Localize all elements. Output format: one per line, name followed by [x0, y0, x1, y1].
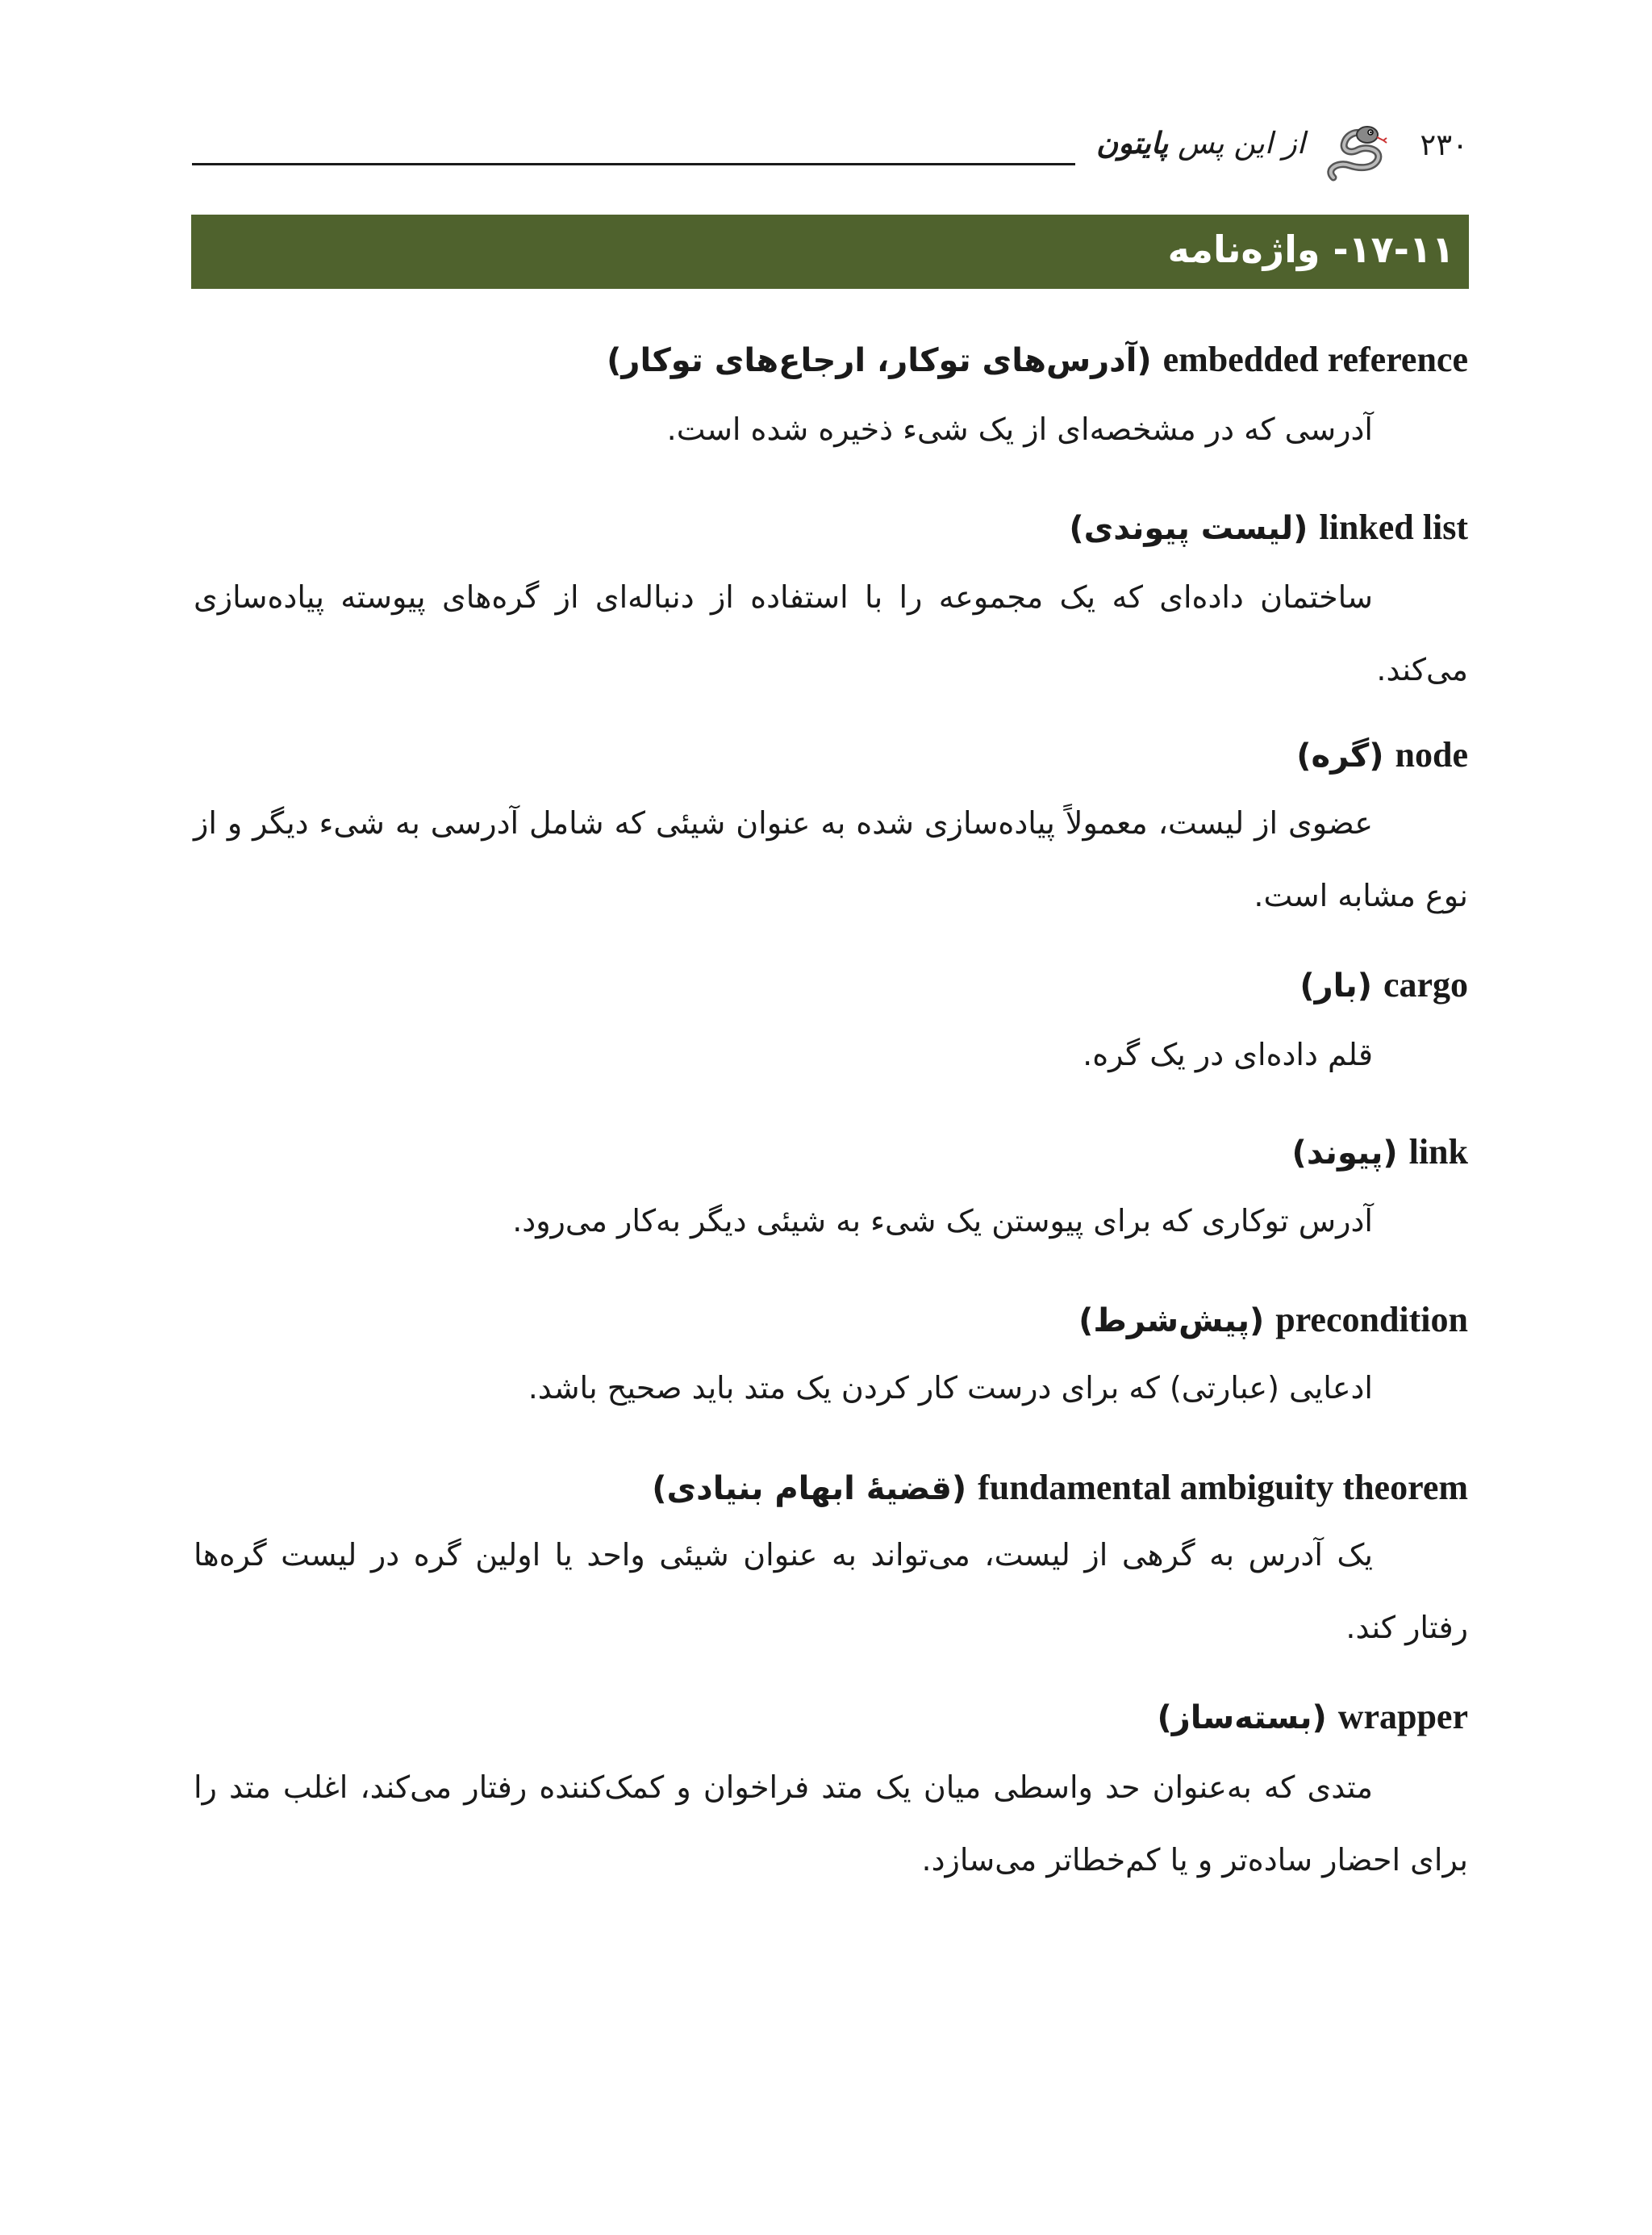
page-number: ۲۳۰ — [1420, 127, 1468, 162]
term-persian: (بار) — [1299, 967, 1372, 1005]
term-persian: (پیش‌شرط) — [1078, 1302, 1265, 1339]
term-heading — [1069, 507, 1468, 548]
term-definition: آدرس توکاری که برای پیوستن یک شیء به شیئی دیگر به‌کار می‌رود. — [512, 1203, 1373, 1239]
term-english: embedded reference — [1162, 340, 1468, 379]
term-definition: یک آدرس به گرهی از لیست، می‌تواند به عنوان شیئی واحد یا اولین گره در لیست گره‌ها رفتار کند. — [194, 1537, 1468, 1645]
term-persian: (آدرس‌های توکار، ارجاع‌های توکار) — [607, 342, 1152, 379]
term-definition: متدی که به‌عنوان حد واسطی میان یک متد فراخوان و کمک‌کننده رفتار می‌کند، اغلب متد را برای احضار ساده‌تر و یا کم‌خطاتر می‌سازد. — [194, 1769, 1468, 1878]
term-heading — [1157, 1696, 1468, 1737]
book-title-prefix: از این پس — [1178, 126, 1305, 161]
term-heading — [1299, 964, 1468, 1005]
term-persian: (پیوند) — [1291, 1134, 1398, 1172]
term-definition: قلم داده‌ای در یک گره. — [1083, 1037, 1373, 1072]
glossary — [194, 0, 1468, 2235]
term-english: cargo — [1383, 965, 1468, 1005]
term-heading — [1296, 734, 1468, 775]
term-english: node — [1395, 735, 1468, 775]
term-definition: ادعایی (عبارتی) که برای درست کار کردن یک متد باید صحیح باشد. — [528, 1370, 1373, 1406]
term-definition: عضوی از لیست، معمولاً پیاده‌سازی شده به عنوان شیئی که شامل آدرسی به شیء دیگر و از نوع مشابه است. — [194, 805, 1468, 913]
term-english: wrapper — [1337, 1697, 1468, 1736]
term-heading — [1078, 1299, 1468, 1340]
term-english: precondition — [1275, 1300, 1468, 1339]
term-persian: (گره) — [1296, 737, 1384, 775]
book-title-name: پایتون — [1096, 126, 1169, 161]
term-persian: (لیست پیوندی) — [1069, 510, 1308, 547]
term-heading — [652, 1467, 1468, 1508]
section-title: ۱۷-۱۱- واژه‌نامه — [1167, 228, 1454, 271]
term-definition: ساختمان داده‌ای که یک مجموعه را با استفاده از دنباله‌ای از گره‌های پیوسته پیاده‌سازی می‌کند. — [194, 579, 1468, 687]
term-definition: آدرسی که در مشخصه‌ای از یک شیء ذخیره شده است. — [666, 411, 1373, 447]
term-english: linked list — [1319, 508, 1468, 547]
term-english: link — [1408, 1132, 1468, 1172]
term-persian: (بسته‌ساز) — [1157, 1699, 1327, 1736]
term-persian: (قضیهٔ ابهام بنیادی) — [652, 1470, 967, 1507]
term-heading — [607, 339, 1468, 380]
term-english: fundamental ambiguity theorem — [978, 1468, 1468, 1507]
term-heading — [1292, 1131, 1468, 1172]
